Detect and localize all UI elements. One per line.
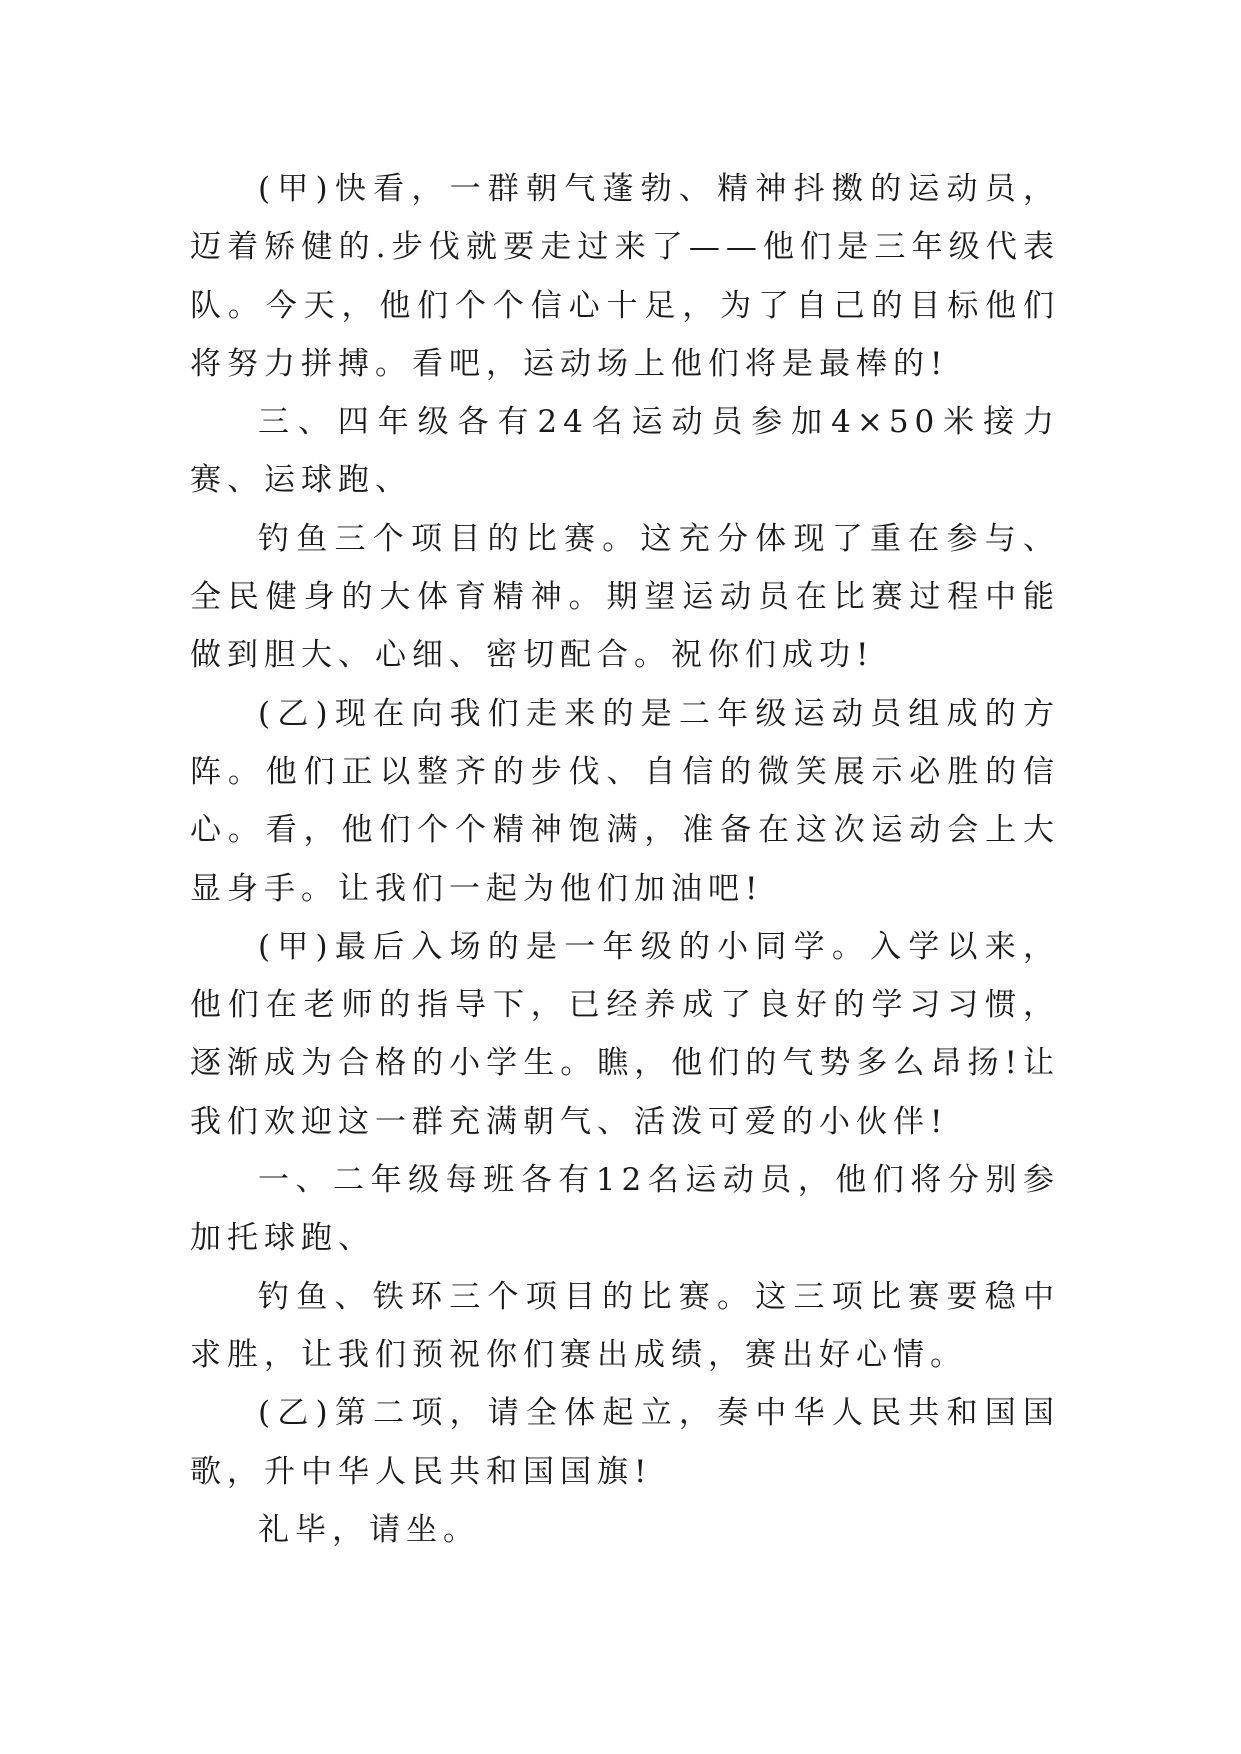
paragraph: (乙)第二项，请全体起立，奏中华人民共和国国歌，升中华人民共和国国旗! <box>190 1395 1060 1490</box>
paragraph: (甲)最后入场的是一年级的小同学。入学以来，他们在老师的指导下，已经养成了良好的学习习惯，逐渐成为合格的小学生。瞧，他们的气势多么昂扬!让我们欢迎这一群充满朝气、活泼可爱的小伙伴! <box>190 928 1060 1140</box>
paragraph: 钓鱼、铁环三个项目的比赛。这三项比赛要稳中求胜，让我们预祝你们赛出成绩，赛出好心情。 <box>190 1278 1060 1373</box>
document-body <box>190 160 1060 1559</box>
paragraph: 三、四年级各有24名运动员参加4×50米接力赛、运球跑、 <box>190 404 1060 499</box>
paragraph: 一、二年级每班各有12名运动员，他们将分别参加托球跑、 <box>190 1162 1060 1257</box>
paragraph: (乙)现在向我们走来的是二年级运动员组成的方阵。他们正以整齐的步伐、自信的微笑展示必胜的信心。看，他们个个精神饱满，准备在这次运动会上大显身手。让我们一起为他们加油吧! <box>190 695 1060 907</box>
paragraph: 礼毕，请坐。 <box>258 1511 480 1548</box>
paragraph: 钓鱼三个项目的比赛。这充分体现了重在参与、全民健身的大体育精神。期望运动员在比赛过程中能做到胆大、心细、密切配合。祝你们成功! <box>190 520 1060 674</box>
paragraph: (甲)快看，一群朝气蓬勃、精神抖擞的运动员，迈着矫健的.步伐就要走过来了——他们是三年级代表队。今天，他们个个信心十足，为了自己的目标他们将努力拼搏。看吧，运动场上他们将是最棒的! <box>190 171 1060 382</box>
